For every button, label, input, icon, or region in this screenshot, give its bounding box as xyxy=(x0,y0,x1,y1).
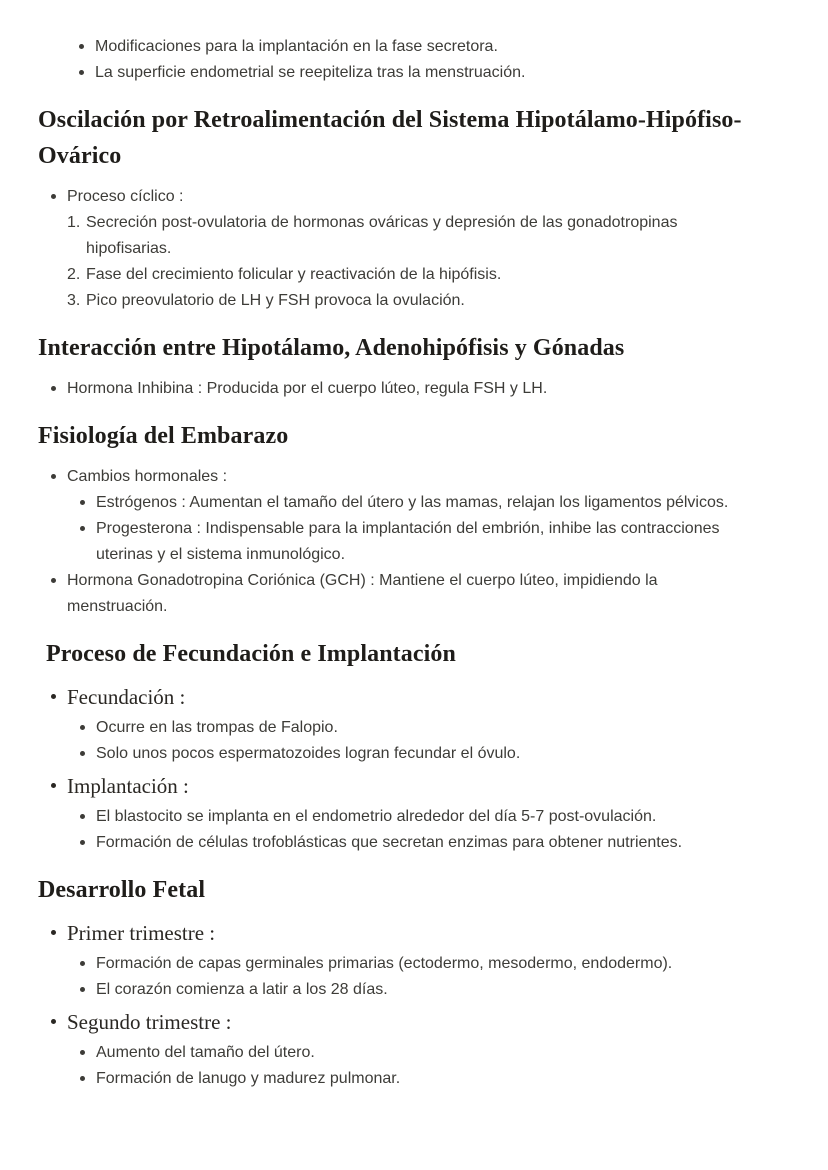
bullet-list xyxy=(38,682,790,856)
bullet-list xyxy=(38,918,790,1092)
numbered-list xyxy=(67,210,738,314)
list-item: La superficie endometrial se reepiteliza tras la menstruación. xyxy=(66,60,790,86)
numbered-item: Fase del crecimiento folicular y reactivación de la hipófisis. xyxy=(86,266,502,283)
list-item: El corazón comienza a latir a los 28 días. xyxy=(67,977,790,1003)
section-heading: Proceso de Fecundación e Implantación xyxy=(46,641,456,667)
list-item xyxy=(38,771,790,856)
numbered-item: Pico preovulatorio de LH y FSH provoca la ovulación. xyxy=(86,292,465,309)
list-item-text: Cambios hormonales : xyxy=(67,468,228,485)
nested-bullet-list xyxy=(67,715,790,767)
section-fisiologia-embarazo xyxy=(38,418,790,620)
list-item xyxy=(38,464,738,568)
list-item xyxy=(38,918,790,1003)
list-item: Hormona Inhibina : Producida por el cuerpo lúteo, regula FSH y LH. xyxy=(38,376,738,402)
list-item-text: Primer trimestre : xyxy=(67,921,216,945)
list-item: Formación de lanugo y madurez pulmonar. xyxy=(67,1066,790,1092)
section-oscilacion xyxy=(38,102,790,314)
list-item: Hormona Gonadotropina Coriónica (GCH) : Mantiene el cuerpo lúteo, impidiendo la menstruación. xyxy=(38,568,738,620)
list-item-text: Proceso cíclico : xyxy=(67,188,184,205)
list-item: Ocurre en las trompas de Falopio. xyxy=(67,715,790,741)
list-item: Progesterona : Indispensable para la implantación del embrión, inhibe las contracciones uterinas y el sistema inmunológico. xyxy=(67,516,738,568)
section-desarrollo-fetal xyxy=(38,872,790,1092)
section-fecundacion-implantacion xyxy=(38,636,790,856)
list-item: Modificaciones para la implantación en la fase secretora. xyxy=(66,34,790,60)
section-heading: Fisiología del Embarazo xyxy=(38,423,289,449)
list-item-text: Implantación : xyxy=(67,774,189,798)
bullet-list xyxy=(38,184,790,314)
list-item xyxy=(38,184,738,314)
list-item: Formación de células trofoblásticas que secretan enzimas para obtener nutrientes. xyxy=(67,830,790,856)
list-item: Estrógenos : Aumentan el tamaño del útero y las mamas, relajan los ligamentos pélvicos. xyxy=(67,490,738,516)
nested-bullet-list xyxy=(67,1040,790,1092)
numbered-item: Secreción post-ovulatoria de hormonas ováricas y depresión de las gonadotropinas hipofisarias. xyxy=(86,214,678,257)
list-item: Aumento del tamaño del útero. xyxy=(67,1040,790,1066)
list-item xyxy=(38,682,790,767)
nested-bullet-list xyxy=(67,490,738,568)
section-heading: Desarrollo Fetal xyxy=(38,877,206,903)
list-item xyxy=(38,1007,790,1092)
nested-bullet-list xyxy=(67,951,790,1003)
list-item: El blastocito se implanta en el endometrio alrededor del día 5-7 post-ovulación. xyxy=(67,804,790,830)
bullet-list xyxy=(38,464,790,620)
section-heading: Oscilación por Retroalimentación del Sistema Hipotálamo-Hipófiso-Ovárico xyxy=(38,107,742,169)
section-heading: Interacción entre Hipotálamo, Adenohipófisis y Gónadas xyxy=(38,335,625,361)
nested-bullet-list xyxy=(67,804,790,856)
bullet-list xyxy=(38,376,790,402)
list-item-text: Fecundación : xyxy=(67,685,186,709)
section-interaccion xyxy=(38,330,790,402)
list-item: Solo unos pocos espermatozoides logran fecundar el óvulo. xyxy=(67,741,790,767)
intro-bullet-list xyxy=(66,34,790,86)
list-item-text: Segundo trimestre : xyxy=(67,1010,232,1034)
list-item: Formación de capas germinales primarias (ectodermo, mesodermo, endodermo). xyxy=(67,951,790,977)
